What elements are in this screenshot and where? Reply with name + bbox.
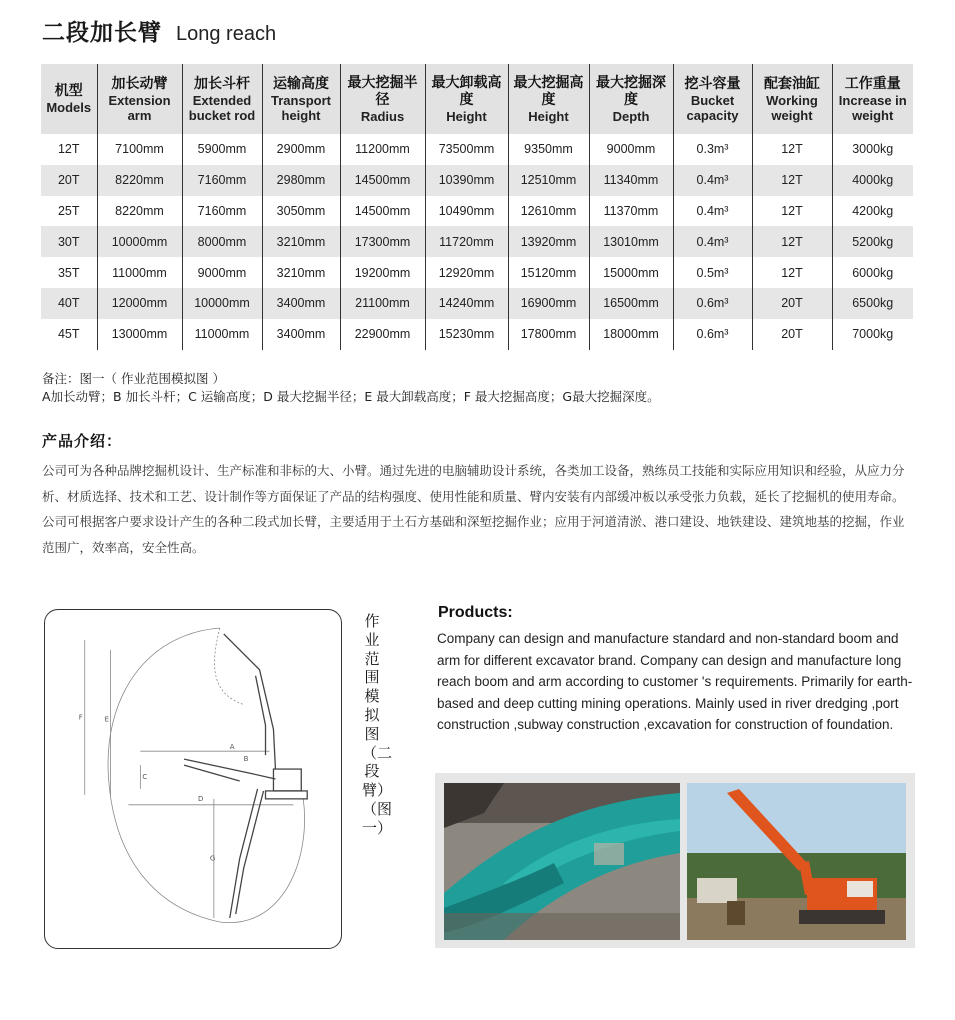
cell-depth: 13010mm [589,226,673,257]
cell-increase-weight: 6500kg [832,288,913,319]
cell-dig-height: 15120mm [508,257,589,288]
header-depth: 最大挖掘深度 Depth [589,64,673,134]
cell-radius: 17300mm [340,226,425,257]
table-row [41,319,913,350]
cell-transport-height: 2980mm [262,165,340,196]
photo-teal-boom [444,783,680,940]
cell-unload-height: 10390mm [425,165,508,196]
cell-depth: 11370mm [589,196,673,227]
cell-radius: 19200mm [340,257,425,288]
cell-extension-arm: 12000mm [97,288,182,319]
cell-working-weight: 12T [752,226,832,257]
cell-dig-height: 13920mm [508,226,589,257]
cell-depth: 18000mm [589,319,673,350]
cell-bucket-rod: 7160mm [182,165,262,196]
cell-unload-height: 14240mm [425,288,508,319]
cell-model: 40T [41,288,97,319]
header-transport-height: 运输高度 Transport height [262,64,340,134]
header-extension-arm: 加长动臂 Extension arm [97,64,182,134]
cell-increase-weight: 4000kg [832,165,913,196]
intro-paragraph-1: 公司可为各种品牌挖掘机设计、生产标准和非标的大、小臂。通过先进的电脑辅助设计系统，各类加工设备，熟练员工技能和实际应用知识和经验，从应力分析、材质选择、技术和工艺、设计制作等方面保证了产品的结构强度、使用性能和质量、臂内安装有内部缓冲板以承受张力负载，延长了挖掘机的使用寿命。 [42,463,905,504]
cell-model: 12T [57,142,80,157]
diagram-arm-down [230,789,258,918]
cell-bucket-rod: 10000mm [182,288,262,319]
cell-extension-arm: 7100mm [97,134,182,165]
cell-dig-height: 12610mm [508,196,589,227]
title-chinese: 二段加长臂 [42,20,162,46]
cell-bucket-rod: 8000mm [182,226,262,257]
table-row [41,134,913,165]
cell-bucket-rod: 7160mm [182,196,262,227]
cell-extension-arm: 10000mm [97,226,182,257]
header-dig-height: 最大挖掘高度 Height [508,64,589,134]
range-arc [108,628,305,923]
header-increase-weight: 工作重量 Increase in weight [832,64,913,134]
cell-bucket-capacity: 0.4m³ [673,165,752,196]
cell-increase-weight: 4200kg [832,196,913,227]
cell-depth: 9000mm [589,134,673,165]
photo-orange-excavator [687,783,906,940]
header-bucket-capacity: 挖斗容量 Bucket capacity [673,64,752,134]
cell-transport-height: 2900mm [262,134,340,165]
cell-working-weight: 12T [752,196,832,227]
cell-radius: 21100mm [340,288,425,319]
cell-model: 20T [41,165,97,196]
table-row [41,257,913,288]
cell-model: 35T [57,265,80,280]
cell-increase-weight: 5200kg [832,226,913,257]
cell-extension-arm: 13000mm [97,319,182,350]
table-row [41,288,913,319]
header-bucket-rod: 加长斗杆 Extended bucket rod [182,64,262,134]
cell-dig-height: 16900mm [508,288,589,319]
products-text: Company can design and manufacture standard and non-standard boom and arm for different excavator brand. Company can design and manufacture long reach boom and arm according to customer 's requirements. Primarily for earth-based and deep cutting mining operations. Mainly used in river dredging ,port construction ,subway construction ,excavation for construction of foundation. [437,631,913,732]
cell-transport-height: 3400mm [262,288,340,319]
diagram-label-a: A [229,743,235,752]
cell-bucket-capacity: 0.6m³ [673,288,752,319]
diagram-label-f: F [78,713,83,722]
spec-table [41,64,913,350]
cell-working-weight: 20T [752,288,832,319]
cell-bucket-rod: 11000mm [182,319,262,350]
cell-depth: 11340mm [589,165,673,196]
products-heading: Products: [438,604,513,621]
cell-transport-height: 3050mm [262,196,340,227]
diagram-label-c: C [142,773,148,781]
diagram-arm-folded-2 [184,765,240,781]
cell-increase-weight: 6000kg [832,257,913,288]
header-models: 机型 Models [41,64,97,134]
header-radius: 最大挖掘半径 Radius [340,64,425,134]
header-working-weight: 配套油缸 Working weight [752,64,832,134]
cell-unload-height: 12920mm [425,257,508,288]
page-title [42,14,276,46]
cell-transport-height: 3210mm [262,257,340,288]
cell-bucket-capacity: 0.4m³ [673,196,752,227]
cell-working-weight: 12T [752,134,832,165]
cell-radius: 22900mm [340,319,425,350]
cell-increase-weight: 7000kg [832,319,913,350]
cell-extension-arm: 8220mm [97,165,182,196]
table-row [41,196,913,227]
cell-working-weight: 12T [752,257,832,288]
cell-model: 25T [57,203,80,218]
diagram-cab [273,769,301,791]
cell-dig-height: 12510mm [508,165,589,196]
intro-text [42,458,914,560]
cell-bucket-capacity: 0.3m³ [673,134,752,165]
cell-unload-height: 73500mm [425,134,508,165]
table-header-row [41,64,913,134]
cell-working-weight: 20T [752,319,832,350]
cell-unload-height: 15230mm [425,319,508,350]
cell-depth: 15000mm [589,257,673,288]
diagram-arm-down-2 [236,791,264,914]
cell-increase-weight: 3000kg [832,134,913,165]
diagram-label-e: E [104,715,109,724]
intro-paragraph-2: 公司可根据客户要求设计产生的各种二段式加长臂，主要适用于土石方基础和深堑挖掘作业；应用于河道清淤、港口建设、地铁建设、建筑地基的挖掘，作业范围广，效率高，安全性高。 [42,514,905,555]
cell-bucket-capacity: 0.5m³ [673,257,752,288]
note-line-2: A加长动臂；B 加长斗杆；C 运输高度；D 最大挖掘半径；E 最大卸载高度；F 最大挖掘高度；G最大挖掘深度。 [42,389,660,404]
diagram-label-g: G [209,854,216,863]
cell-bucket-capacity: 0.4m³ [673,226,752,257]
cell-unload-height: 11720mm [425,226,508,257]
photo-strip [435,773,915,948]
intro-heading: 产品介绍： [42,432,123,450]
cell-dig-height: 17800mm [508,319,589,350]
cell-depth: 16500mm [589,288,673,319]
diagram-caption: 作业范围模拟图（二段臂）（图一） [362,612,393,837]
cell-bucket-capacity: 0.6m³ [673,319,752,350]
diagram-label-b: B [243,755,249,764]
cell-model: 30T [41,226,97,257]
table-row [41,226,913,257]
cell-bucket-rod: 9000mm [182,257,262,288]
cell-working-weight: 12T [752,165,832,196]
working-range-diagram [44,609,342,949]
cell-radius: 14500mm [340,196,425,227]
cell-unload-height: 10490mm [425,196,508,227]
cell-dig-height: 9350mm [508,134,589,165]
header-unload-height: 最大卸载高度 Height [425,64,508,134]
note-line-1: 备注：图一（ 作业范围模拟图 ） [42,371,225,386]
cell-extension-arm: 11000mm [97,257,182,288]
title-english: Long reach [176,23,277,45]
diagram-label-d: D [197,794,204,803]
cell-transport-height: 3210mm [262,226,340,257]
cell-radius: 14500mm [340,165,425,196]
cell-bucket-rod: 5900mm [182,134,262,165]
cell-extension-arm: 8220mm [97,196,182,227]
cell-transport-height: 3400mm [262,319,340,350]
table-row [41,165,913,196]
cell-model: 45T [57,327,80,342]
cell-radius: 11200mm [340,134,425,165]
diagram-track [266,791,308,799]
table-note [42,370,660,406]
